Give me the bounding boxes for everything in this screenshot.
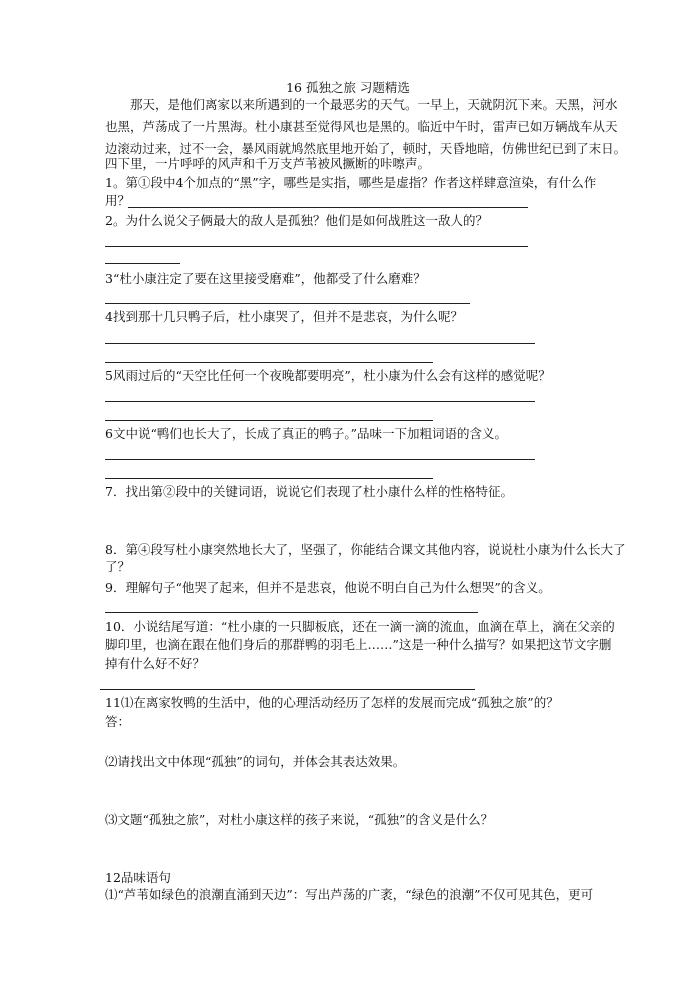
answer-line <box>105 263 180 264</box>
answer-line <box>105 362 433 363</box>
answer-line <box>105 420 433 421</box>
answer-line <box>105 343 535 344</box>
answer-line <box>105 478 433 479</box>
answer-line <box>105 612 478 613</box>
question-7: 7．找出第②段中的关键词语，说说它们表现了杜小康什么样的性格特征。 <box>105 484 513 499</box>
passage-line: 也黑，芦荡成了一片黑海。杜小康甚至觉得风也是黑的。临近中午时，雷声已如万辆战车从天 <box>105 119 618 134</box>
question-11-3: ⑶文题“孤独之旅”，对杜小康这样的孩子来说，“孤独”的含义是什么？ <box>105 812 494 827</box>
question-11-1: 11⑴在离家牧鸭的生活中，他的心理活动经历了怎样的发展而完成“孤独之旅”的？ <box>105 695 559 710</box>
question-11-2: ⑵请找出文中体现“孤独”的词句，并体会其表达效果。 <box>105 754 406 769</box>
passage-line: 那天，是他们离家以来所遇到的一个最恶劣的天气。一早上，天就阴沉下来。天黑，河水 <box>105 97 618 112</box>
question-12: 12品味语句 <box>105 870 171 885</box>
document-title: 16 孤独之旅 习题精选 <box>286 80 410 95</box>
question-8-cont: 了？ <box>105 559 131 574</box>
answer-line <box>128 207 528 208</box>
answer-line <box>105 401 535 402</box>
question-3: 3“杜小康注定了要在这里接受磨难”，他都受了什么磨难？ <box>105 271 426 286</box>
answer-label: 答： <box>105 714 131 729</box>
question-6: 6文中说“鸭们也长大了，长成了真正的鸭子。”品味一下加粗词语的含义。 <box>105 426 507 441</box>
question-12-1: ⑴“芦苇如绿色的浪潮直涌到天边”：写出芦荡的广袤，“绿色的浪潮”不仅可见其色，更可 <box>105 887 594 902</box>
question-5: 5风雨过后的“天空比任何一个夜晚都要明亮”，杜小康为什么会有这样的感觉呢？ <box>105 368 551 383</box>
question-2: 2。为什么说父子俩最大的敌人是孤独？他们是如何战胜这一敌人的？ <box>105 213 488 228</box>
question-10-cont: 脚印里，也滴在跟在他们身后的那群鸭的羽毛上……”这是一种什么描写？如果把这节文字删 <box>105 637 612 652</box>
answer-line <box>105 459 535 460</box>
question-1: 1。第①段中4个加点的“黑”字，哪些是实指，哪些是虚指？作者这样肆意渲染，有什么作 <box>105 175 597 190</box>
question-8: 8．第④段写杜小康突然地长大了，坚强了，你能结合课文其他内容，说说杜小康为什么长大了 <box>105 542 626 557</box>
question-4: 4找到那十几只鸭子后，杜小康哭了，但并不是悲哀，为什么呢？ <box>105 309 463 324</box>
passage-line: 四下里，一片呼呼的风声和千万支芦苇被风撅断的咔嚓声。 <box>105 156 431 171</box>
question-1-cont: 用？ <box>105 193 131 208</box>
passage-line: 边滚动过来，过不一会，暴风雨就鸠然底里地开始了，顿时，天昏地暗，仿佛世纪已到了末日。 <box>105 141 627 156</box>
answer-line <box>100 689 475 690</box>
question-10: 10．小说结尾写道：“杜小康的一只脚板底，还在一滴一滴的流血，血滴在草上，滴在父亲的 <box>105 619 615 634</box>
answer-line <box>105 303 470 304</box>
question-10-cont: 掉有什么好不好？ <box>105 656 206 671</box>
question-9: 9．理解句子“他哭了起来，但并不是悲哀，他说不明白自己为什么想哭”的含义。 <box>105 580 551 595</box>
answer-line <box>105 246 528 247</box>
